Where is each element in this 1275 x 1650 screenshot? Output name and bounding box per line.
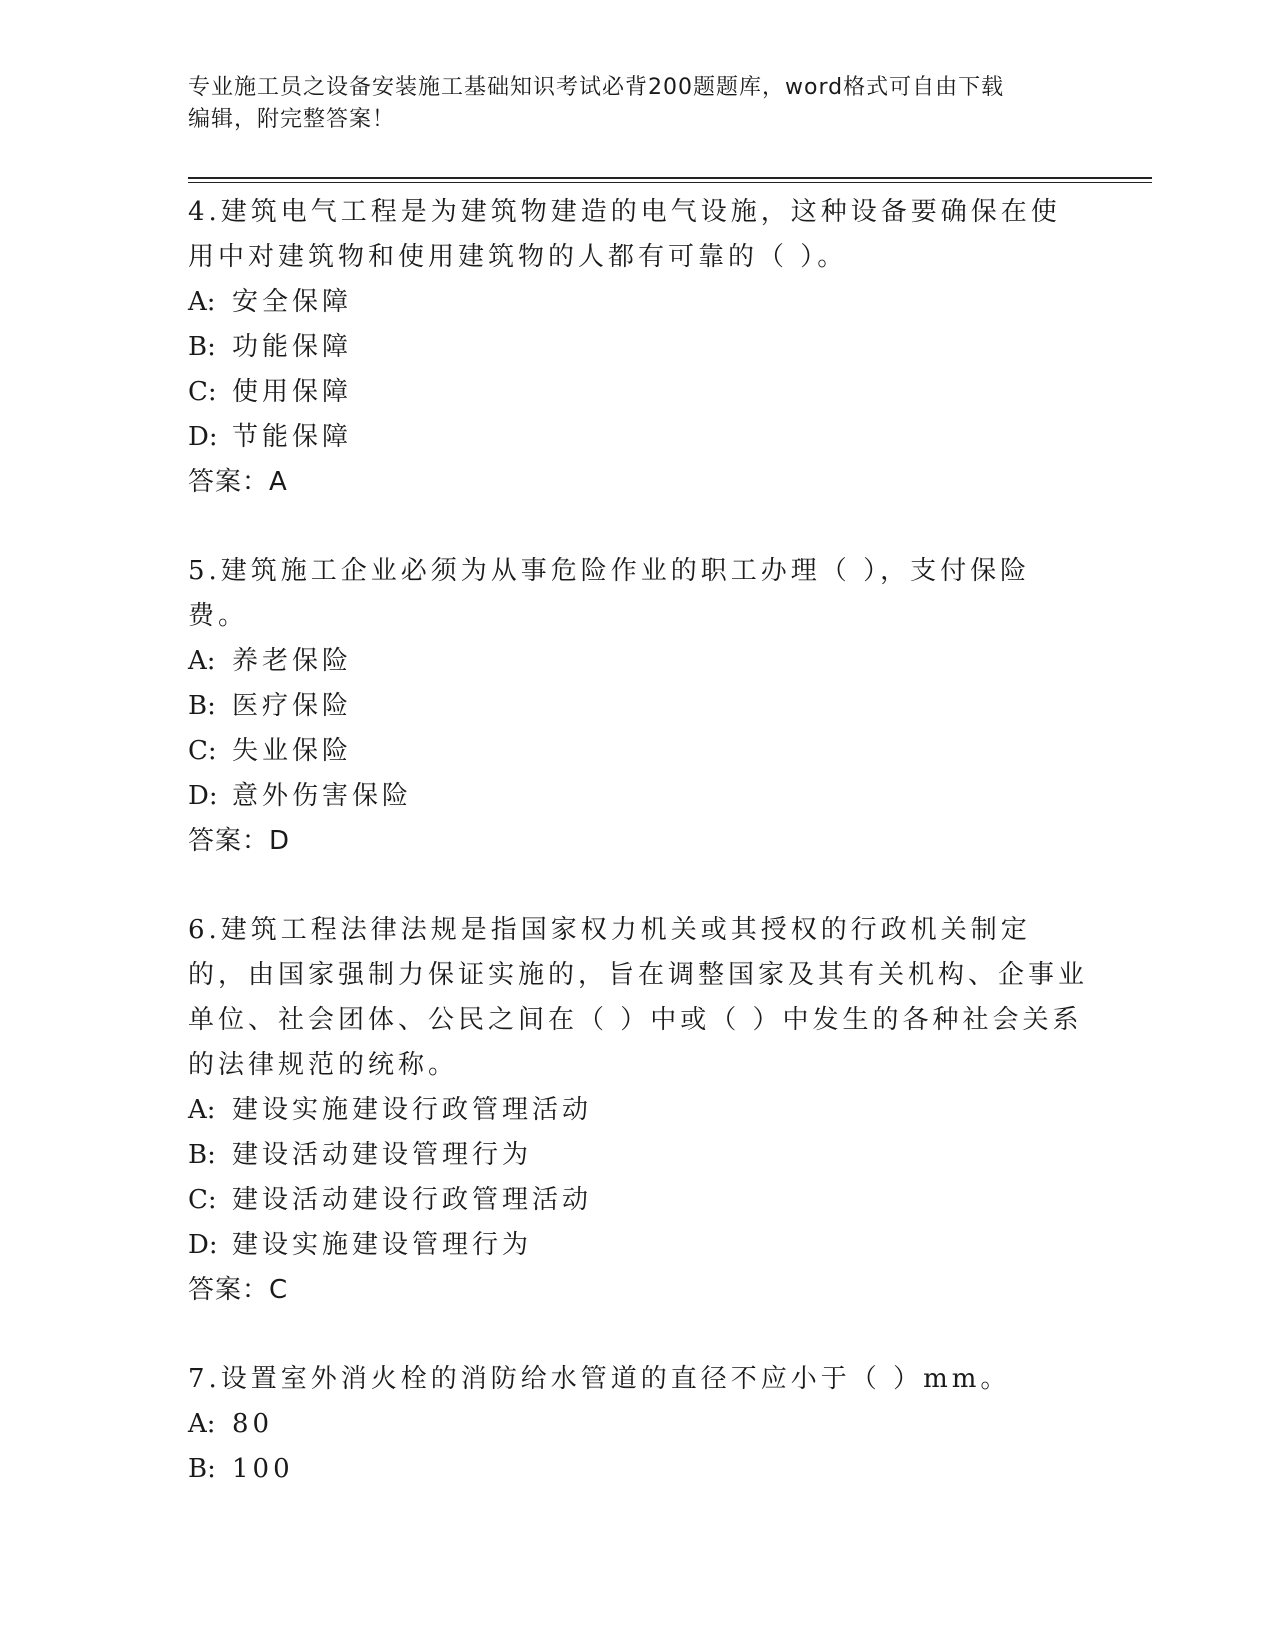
option-a [188,639,1088,684]
option-a [188,1402,1088,1447]
option-text: 建设实施建设管理行为 [232,1230,533,1260]
option-text: 安全保障 [232,287,353,317]
option-text: 失业保险 [232,736,353,766]
question-5 [188,549,1088,864]
question-4 [188,190,1088,505]
option-text: 100 [232,1454,294,1484]
option-letter: C: [188,377,217,407]
option-text: 建设实施建设行政管理活动 [232,1095,593,1125]
option-letter: A: [188,1095,216,1125]
option-letter: A: [188,287,216,317]
option-text: 建设活动建设管理行为 [232,1140,533,1170]
option-d [188,415,1088,460]
option-letter: D: [188,781,218,811]
answer-line: 答案：A [188,467,288,497]
answer-line: 答案：D [188,826,291,856]
option-letter: C: [188,1185,217,1215]
option-letter: C: [188,736,217,766]
question-7 [188,1357,1088,1492]
header-divider-thick [188,177,1152,179]
option-text: 医疗保险 [232,691,353,721]
option-text: 养老保险 [232,646,353,676]
option-text: 建设活动建设行政管理活动 [232,1185,593,1215]
option-letter: B: [188,691,216,721]
option-d [188,1223,1088,1268]
option-d [188,774,1088,819]
document-header [188,72,1088,136]
option-a [188,280,1088,325]
option-letter: B: [188,332,216,362]
option-letter: A: [188,646,216,676]
header-line-1: 专业施工员之设备安装施工基础知识考试必背200题题库，word格式可自由下载 [188,75,1005,100]
option-text: 节能保障 [232,422,353,452]
option-letter: B: [188,1454,216,1484]
option-text: 功能保障 [232,332,353,362]
option-letter: D: [188,1230,218,1260]
option-b [188,325,1088,370]
header-line-2: 编辑，附完整答案！ [188,107,396,132]
question-6 [188,908,1088,1313]
option-letter: D: [188,422,218,452]
option-text: 意外伤害保险 [232,781,413,811]
option-c [188,370,1088,415]
option-b [188,1133,1088,1178]
question-stem: 4.建筑电气工程是为建筑物建造的电气设施，这种设备要确保在使用中对建筑物和使用建筑物的人都有可靠的（ ）。 [188,197,1061,272]
option-b [188,1447,1088,1492]
question-stem: 7.设置室外消火栓的消防给水管道的直径不应小于（ ）mm。 [188,1364,1011,1394]
option-c [188,729,1088,774]
question-stem: 6.建筑工程法律法规是指国家权力机关或其授权的行政机关制定的，由国家强制力保证实施的，旨在调整国家及其有关机构、企事业单位、社会团体、公民之间在（ ）中或（ ）中发生的各种社会关系的法律规范的统称。 [188,915,1089,1080]
header-divider-thin [188,182,1152,183]
option-text: 使用保障 [232,377,353,407]
option-c [188,1178,1088,1223]
option-text: 80 [232,1409,274,1439]
option-letter: A: [188,1409,216,1439]
question-stem: 5.建筑施工企业必须为从事危险作业的职工办理（ ），支付保险费。 [188,556,1031,631]
option-b [188,684,1088,729]
question-list [188,190,1088,1536]
answer-line: 答案：C [188,1275,289,1305]
option-a [188,1088,1088,1133]
option-letter: B: [188,1140,216,1170]
